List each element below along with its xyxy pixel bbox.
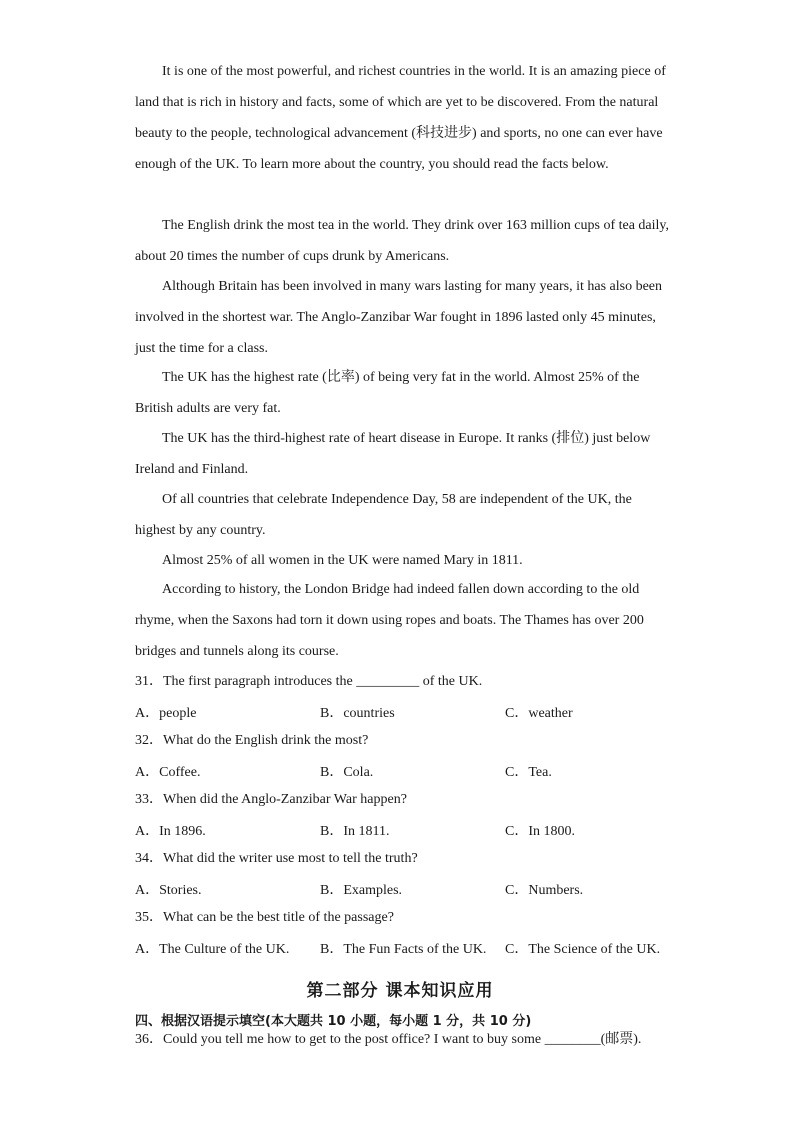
option-a: A．The Culture of the UK.: [135, 942, 290, 957]
question-33-stem: 33．When did the Anglo-Zanzibar War happen?: [135, 792, 407, 807]
option-b: B．Cola.: [320, 765, 374, 780]
option-c: C．weather: [505, 706, 573, 721]
option-a: A．Coffee.: [135, 765, 201, 780]
question-34-stem: 34．What did the writer use most to tell the truth?: [135, 851, 418, 866]
question-35-stem: 35．What can be the best title of the passage?: [135, 910, 394, 925]
passage-paragraph-8: According to history, the London Bridge had indeed fallen down according to the old rhyme, when the Saxons had torn it down using ropes and boats. The Thames has over 200 bridges and tunnels along its course.: [135, 582, 644, 659]
option-c: C．Numbers.: [505, 883, 584, 898]
question-31-stem: 31．The first paragraph introduces the _________ of the UK.: [135, 674, 483, 689]
question-33-options: [135, 820, 675, 838]
passage-paragraph-6: Of all countries that celebrate Independence Day, 58 are independent of the UK, the highest by any country.: [135, 492, 632, 538]
question-34-options: [135, 879, 675, 897]
passage-paragraph-7: Almost 25% of all women in the UK were named Mary in 1811.: [162, 553, 523, 568]
passage-paragraph-2: The English drink the most tea in the world. They drink over 163 million cups of tea daily, about 20 times the number of cups drunk by Americans.: [135, 218, 670, 264]
option-b: B．Examples.: [320, 883, 403, 898]
option-a: A．In 1896.: [135, 824, 206, 839]
passage-paragraph-1: It is one of the most powerful, and richest countries in the world. It is an amazing piece of land that is rich in history and facts, some of which are yet to be discovered. From the natural beauty to the people, technological advancement (科技进步) and sports, no one can ever have enough of the UK. To learn more about the country, you should read the facts below.: [135, 64, 666, 172]
passage-paragraph-4: The UK has the highest rate (比率) of being very fat in the world. Almost 25% of the British adults are very fat.: [135, 370, 640, 416]
section-subtitle: 四、根据汉语提示填空(本大题共 10 小题，每小题 1 分，共 10 分): [135, 1014, 532, 1029]
passage-paragraph-3: Although Britain has been involved in many wars lasting for many years, it has also been involved in the shortest war. The Anglo-Zanzibar War fought in 1896 lasted only 45 minutes, just the time for a class.: [135, 279, 663, 356]
question-36-stem: 36．Could you tell me how to get to the post office? I want to buy some ________(邮票).: [135, 1032, 642, 1047]
option-a: A．Stories.: [135, 883, 202, 898]
option-c: C．Tea.: [505, 765, 552, 780]
option-a: A．people: [135, 706, 197, 721]
question-32-stem: 32．What do the English drink the most?: [135, 733, 369, 748]
section-title: 第二部分 课本知识应用: [306, 981, 494, 1001]
option-c: C．In 1800.: [505, 824, 575, 839]
question-31-options: [135, 702, 675, 720]
question-35-options: [135, 938, 675, 956]
passage-paragraph-5: The UK has the third-highest rate of heart disease in Europe. It ranks (排位) just below Ireland and Finland.: [135, 431, 651, 477]
option-b: B．The Fun Facts of the UK.: [320, 942, 487, 957]
option-b: B．In 1811.: [320, 824, 390, 839]
option-b: B．countries: [320, 706, 395, 721]
question-32-options: [135, 761, 675, 779]
option-c: C．The Science of the UK.: [505, 942, 661, 957]
